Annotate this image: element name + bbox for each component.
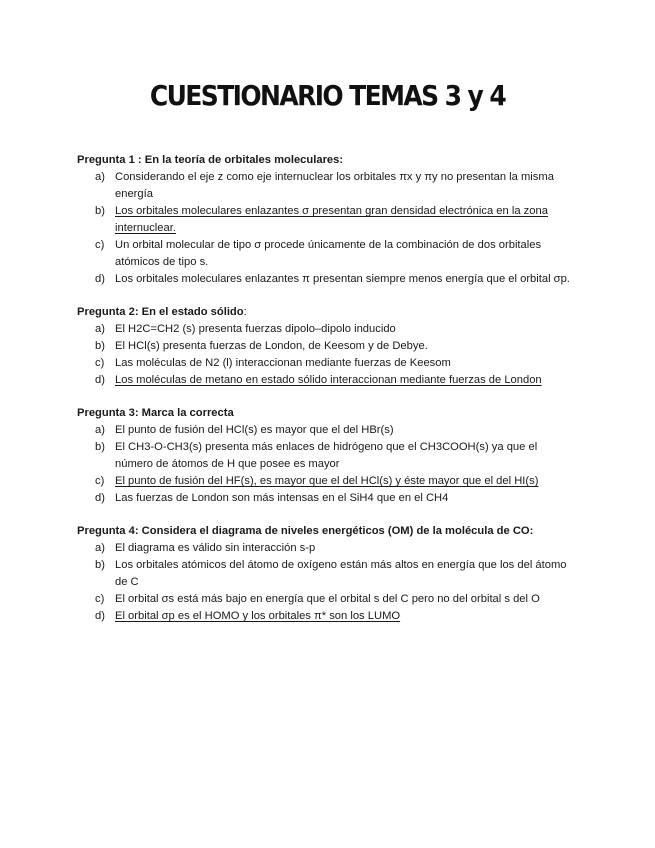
option-letter: a) [95, 542, 105, 554]
option-d [77, 372, 577, 389]
option-text: Las moléculas de N2 (l) interaccionan mediante fuerzas de Keesom [115, 357, 451, 369]
option-b [77, 203, 577, 237]
option-text: El diagrama es válido sin interacción s-p [115, 542, 316, 554]
question-3 [77, 405, 577, 507]
option-b [77, 338, 577, 355]
question-label: Pregunta 1 : En la teoría de orbitales moleculares: [77, 154, 344, 166]
option-list [77, 540, 577, 625]
option-text: Los orbitales atómicos del átomo de oxígeno están más altos en energía que los del átomo de C [115, 559, 567, 588]
option-letter: b) [95, 205, 105, 217]
question-heading [77, 523, 577, 540]
option-letter: c) [95, 475, 105, 487]
option-text: El punto de fusión del HCl(s) es mayor que el del HBr(s) [115, 424, 394, 436]
option-letter: d) [95, 374, 105, 386]
option-letter: a) [95, 424, 105, 436]
option-text: El orbital σs está más bajo en energía que el orbital s del C pero no del orbital s del O [115, 593, 540, 605]
option-text: Considerando el eje z como eje internuclear los orbitales πx y πy no presentan la misma energía [115, 171, 554, 200]
option-text-correct: Los orbitales moleculares enlazantes σ presentan gran densidad electrónica en la zona internuclear. [115, 205, 548, 234]
option-c [77, 591, 577, 608]
option-text: El H2C=CH2 (s) presenta fuerzas dipolo–dipolo inducido [115, 323, 396, 335]
question-heading [77, 152, 577, 169]
question-4 [77, 523, 577, 625]
option-text: Las fuerzas de London son más intensas en el SiH4 que en el CH4 [115, 492, 449, 504]
question-heading [77, 304, 577, 321]
option-text: Los orbitales moleculares enlazantes π presentan siempre menos energía que el orbital σp. [115, 273, 570, 285]
option-c [77, 355, 577, 372]
option-letter: d) [95, 273, 105, 285]
option-a [77, 321, 577, 338]
option-text-correct: El orbital σp es el HOMO y los orbitales π* son los LUMO [115, 610, 401, 622]
option-letter: c) [95, 239, 105, 251]
option-letter: b) [95, 441, 105, 453]
question-label: Pregunta 3: Marca la correcta [77, 407, 234, 419]
question-list [77, 152, 577, 641]
question-label-rest: : [243, 306, 247, 318]
option-letter: c) [95, 357, 105, 369]
option-a [77, 540, 577, 557]
option-list [77, 321, 577, 389]
option-letter: a) [95, 171, 105, 183]
option-text: Un orbital molecular de tipo σ procede únicamente de la combinación de dos orbitales atómicos de tipo s. [115, 239, 542, 268]
question-1 [77, 152, 577, 288]
question-2 [77, 304, 577, 389]
option-d [77, 271, 577, 288]
option-letter: b) [95, 559, 105, 571]
document-title: CUESTIONARIO TEMAS 3 y 4 [149, 79, 506, 112]
option-list [77, 169, 577, 288]
option-d [77, 490, 577, 507]
option-text: El HCl(s) presenta fuerzas de London, de Keesom y de Debye. [115, 340, 428, 352]
option-b [77, 439, 577, 473]
option-b [77, 557, 577, 591]
option-text-correct: Los moléculas de metano en estado sólido interaccionan mediante fuerzas de London [115, 374, 542, 386]
option-letter: b) [95, 340, 105, 352]
option-d [77, 608, 577, 625]
option-letter: d) [95, 610, 105, 622]
question-heading [77, 405, 577, 422]
option-letter: c) [95, 593, 105, 605]
option-a [77, 422, 577, 439]
option-list [77, 422, 577, 507]
option-a [77, 169, 577, 203]
option-text-correct: El punto de fusión del HF(s), es mayor que el del HCl(s) y éste mayor que el del HI(s) [115, 475, 539, 487]
question-label: Pregunta 4: Considera el diagrama de niveles energéticos (OM) de la molécula de CO: [77, 525, 534, 537]
option-letter: d) [95, 492, 105, 504]
option-letter: a) [95, 323, 105, 335]
option-c [77, 237, 577, 271]
question-label: Pregunta 2: En el estado sólido [77, 306, 244, 318]
option-text: El CH3-O-CH3(s) presenta más enlaces de hidrógeno que el CH3COOH(s) ya que el número de átomos de H que posee es mayor [115, 441, 538, 470]
option-c [77, 473, 577, 490]
